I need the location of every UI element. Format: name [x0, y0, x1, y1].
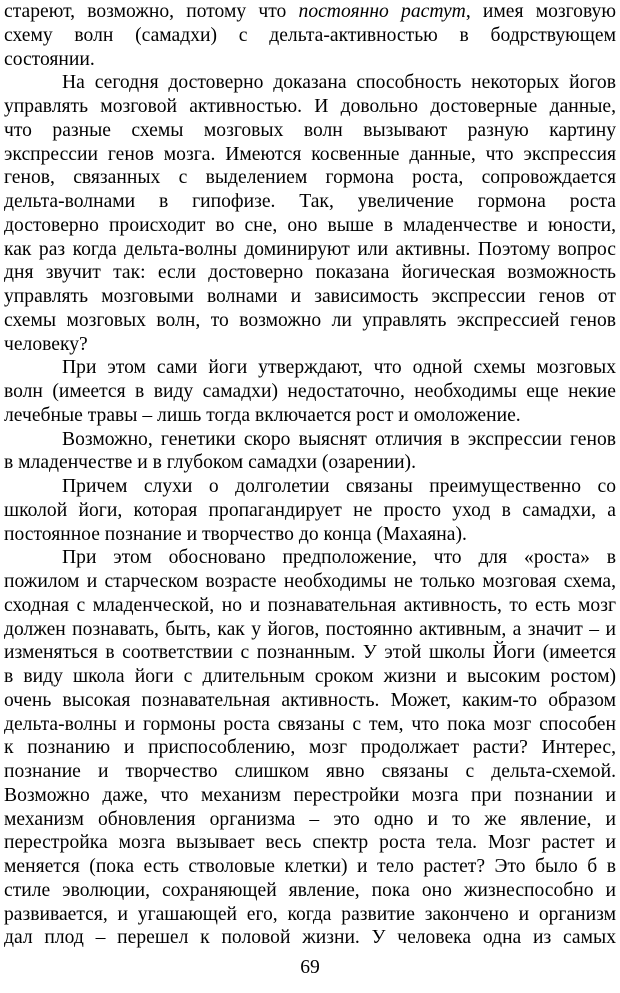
text-line: стареют, возможно, потому что постоянно растут, имея мозговую: [4, 1, 616, 22]
text-line: как раз когда дельта-волны доминируют или активны. Поэтому вопрос: [4, 238, 616, 260]
text-line: дал плод – перешел к половой жизни. У человека одна из самых: [4, 927, 616, 949]
text-line: механизм обновления организма – это одно и то же явление, и: [4, 808, 616, 830]
text-line: стиле эволюции, сохраняющей явление, пока оно жизнеспособно и: [4, 879, 616, 901]
text-line: При этом сами йоги утверждают, что одной схемы мозговых: [62, 357, 616, 379]
text-line: пожилом и старческом возрасте необходимы не только мозговая схема,: [4, 571, 616, 592]
text-line: управлять мозговой активностью. И довольно достоверные данные,: [4, 96, 616, 117]
text-line: волн (имеется в виду самадхи) недостаточно, необходимы еще некие: [4, 381, 616, 402]
text-line: управлять мозговыми волнами и зависимость экспрессии генов от: [4, 286, 616, 307]
text-line: школой йоги, которая пропагандирует не просто уход в самадхи, а: [4, 499, 616, 521]
text-line: Возможно, генетики скоро выяснят отличия в экспрессии генов: [62, 428, 616, 450]
text-line: сходная с младенческой, но и познавательная активность, то есть мозг: [4, 594, 616, 616]
text-line: человеку?: [4, 333, 88, 355]
text-line: очень высокая познавательная активность. Может, каким-то образом: [4, 689, 616, 711]
text-line: меняется (пока есть стволовые клетки) и тело растет? Это было б в: [4, 856, 616, 877]
text-line: Возможно даже, что механизм перестройки мозга при познании и: [4, 784, 616, 806]
text-line: перестройка мозга вызывает весь спектр роста тела. Мозг растет и: [4, 832, 616, 854]
text-line: что разные схемы мозговых волн вызывают разную картину: [4, 119, 616, 141]
text-line: состоянии.: [4, 48, 95, 70]
text-line: развивается, и угашающей его, когда развитие закончено и организм: [4, 903, 616, 925]
text-line: дня звучит так: если достоверно показана йогическая возможность: [4, 262, 616, 284]
text-line: изменяться в соответствии с познанным. У этой школы Йоги (имеется: [4, 642, 616, 664]
emphasis-text: постоянно растут: [298, 1, 466, 22]
text-line: дельта-волнами в гипофизе. Так, увеличение гормона роста: [4, 191, 616, 212]
text-line: генов, связанных с выделением гормона роста, сопровождается: [4, 167, 616, 189]
text-line: На сегодня достоверно доказана способность некоторых йогов: [62, 72, 616, 94]
text-line: к познанию и приспособлению, мозг продолжает расти? Интерес,: [4, 737, 616, 759]
text-line: в младенчестве и в глубоком самадхи (озарении).: [4, 452, 416, 474]
page-number: 69: [300, 957, 320, 978]
text-line: При этом обосновано предположение, что для «роста» в: [62, 547, 616, 569]
text-line: постоянное познание и творчество до конца (Махаяна).: [4, 523, 467, 545]
text-line: достоверно происходит во сне, оно выше в младенчестве и юности,: [4, 214, 616, 236]
text-line: в виду школа йоги с длительным сроком жизни и высоким ростом): [4, 666, 616, 687]
text-line: Причем слухи о долголетии связаны преимущественно со: [62, 476, 616, 497]
text-line: схему волн (самадхи) с дельта-активностью в бодрствующем: [4, 24, 616, 46]
text-line: познание и творчество слишком явно связаны с дельта-схемой.: [4, 761, 616, 782]
text-line: лечебные травы – лишь тогда включается рост и омоложение.: [4, 404, 521, 426]
text-line: дельта-волны и гормоны роста связаны с тем, что пока мозг способен: [4, 713, 616, 735]
text-line: экспрессии генов мозга. Имеются косвенные данные, что экспрессия: [4, 143, 616, 165]
text-line: схемы мозговых волн, то возможно ли управлять экспрессией генов: [4, 309, 616, 331]
text-line: должен познавать, быть, как у йогов, постоянно активным, а значит – и: [4, 618, 616, 640]
